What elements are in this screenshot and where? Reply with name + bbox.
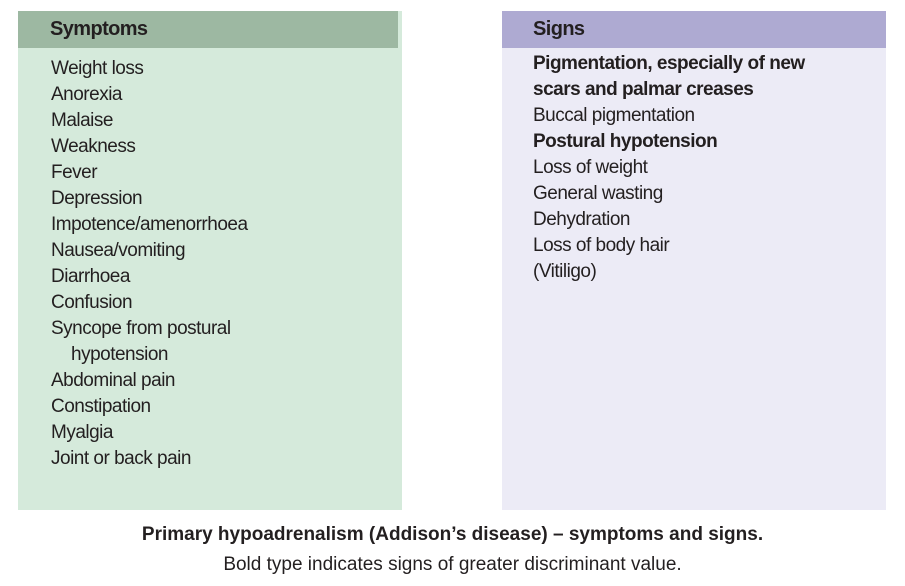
symptom-item: Anorexia <box>51 84 122 105</box>
caption-title: Primary hypoadrenalism (Addison’s disease) – symptoms and signs. <box>141 524 764 545</box>
sign-item: scars and palmar creases <box>533 79 754 100</box>
symptom-item: Myalgia <box>51 422 113 443</box>
symptom-item: Weight loss <box>51 58 144 79</box>
sign-item: Loss of body hair <box>533 235 670 256</box>
caption-note: Bold type indicates signs of greater discriminant value. <box>223 554 682 575</box>
sign-item: Pigmentation, especially of new <box>533 53 805 74</box>
sign-item: Postural hypotension <box>533 131 718 152</box>
sign-item: (Vitiligo) <box>533 261 597 282</box>
symptom-item: Nausea/vomiting <box>51 240 186 261</box>
symptoms-header: Symptoms <box>18 11 398 48</box>
symptom-item: Malaise <box>51 110 113 131</box>
symptom-item: hypotension <box>71 344 168 365</box>
sign-item: Buccal pigmentation <box>533 105 695 126</box>
symptom-item: Confusion <box>51 292 133 313</box>
symptoms-list <box>18 48 402 472</box>
signs-panel <box>502 11 886 510</box>
signs-list <box>502 48 886 285</box>
symptom-item: Abdominal pain <box>51 370 175 391</box>
symptoms-panel <box>18 11 402 510</box>
symptom-item: Diarrhoea <box>51 266 130 287</box>
symptom-item: Joint or back pain <box>51 448 191 469</box>
signs-header: Signs <box>502 11 886 48</box>
sign-item: General wasting <box>533 183 663 204</box>
sign-item: Loss of weight <box>533 157 648 178</box>
symptom-item: Syncope from postural <box>51 318 231 339</box>
sign-item: Dehydration <box>533 209 630 230</box>
symptom-item: Constipation <box>51 396 151 417</box>
symptom-item: Weakness <box>51 136 136 157</box>
symptom-item: Depression <box>51 188 143 209</box>
symptom-item: Fever <box>51 162 98 183</box>
symptom-item: Impotence/amenorrhoea <box>51 214 248 235</box>
